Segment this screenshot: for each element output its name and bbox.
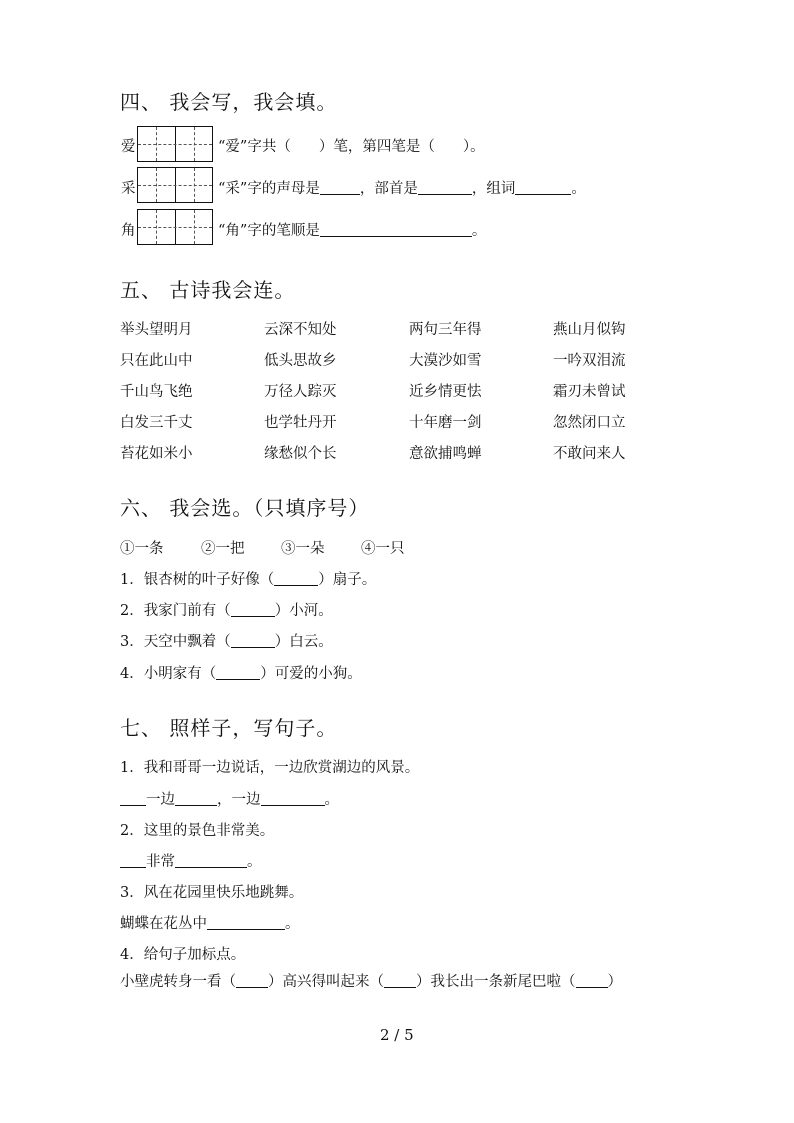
answer-4-seg-1: 小壁虎转身一看（	[120, 974, 236, 990]
choice-item-4-pre: 4．小明家有（	[120, 666, 217, 682]
sentence-a2	[120, 850, 262, 871]
answer-1-word-1: 一边	[146, 792, 175, 808]
poem-col-2-row-3[interactable]: 万径人踪灭	[264, 384, 337, 400]
poem-col-4-row-1[interactable]: 燕山月似钩	[553, 322, 626, 338]
poem-col-3-row-4[interactable]: 十年磨一剑	[409, 415, 482, 431]
choice-item-1	[120, 568, 376, 589]
punct-blank-1[interactable]	[236, 973, 268, 988]
row-cai-text-1: “采”字的声母是	[218, 181, 320, 197]
sentence-q3: 3．风在花园里快乐地跳舞。	[120, 885, 304, 901]
poem-col-1-row-1[interactable]: 举头望明月	[120, 322, 193, 338]
poem-col-2-row-4[interactable]: 也学牡丹开	[264, 415, 337, 431]
poem-col-1-row-2[interactable]: 只在此山中	[120, 353, 193, 369]
row-ai	[218, 135, 485, 156]
answer-4-seg-2: ）高兴得叫起来（	[268, 974, 384, 990]
sentence-a4	[120, 970, 622, 991]
writing-grid-3[interactable]	[137, 209, 213, 245]
poem-col-4-row-3[interactable]: 霜刃未曾试	[553, 384, 626, 400]
answer-blank-1b[interactable]	[175, 791, 217, 806]
poem-col-3-row-3[interactable]: 近乡情更怯	[409, 384, 482, 400]
row-cai	[218, 177, 586, 198]
poem-col-4-row-4[interactable]: 忽然闭口立	[553, 415, 626, 431]
answer-blank-1a[interactable]	[120, 791, 146, 806]
choice-item-1-pre: 1．银杏树的叶子好像（	[120, 572, 275, 588]
answer-1-word-2: ，一边	[217, 792, 261, 808]
grid-char-jiao: 角	[121, 223, 136, 239]
choice-item-3-pre: 3．天空中飘着（	[120, 634, 231, 650]
choice-item-2	[120, 599, 333, 620]
row-ai-text-2: ）笔，第四笔是（	[318, 139, 435, 155]
poem-col-3-row-2[interactable]: 大漠沙如雪	[409, 353, 482, 369]
poem-col-3-row-5[interactable]: 意欲捕鸣蝉	[409, 446, 482, 462]
answer-1-end: 。	[324, 792, 339, 808]
row-cai-text-4: 。	[571, 181, 586, 197]
poem-col-1-row-5[interactable]: 苔花如米小	[120, 446, 193, 462]
option-3: ③一朵	[281, 541, 325, 557]
row-cai-text-3: ，组词	[471, 181, 516, 197]
blank-bishun[interactable]	[320, 222, 472, 237]
grid-char-ai: 爱	[121, 139, 136, 155]
blank-shengmu[interactable]	[320, 180, 360, 195]
choice-blank-1[interactable]	[274, 571, 318, 586]
sentence-a3	[120, 912, 300, 933]
writing-grid-1[interactable]	[137, 126, 213, 162]
answer-blank-2b[interactable]	[175, 853, 247, 868]
row-ai-text-3: ）。	[462, 139, 485, 155]
row-cai-text-2: ，部首是	[359, 181, 418, 197]
choice-item-4	[120, 662, 362, 683]
poem-col-1-row-4[interactable]: 白发三千丈	[120, 415, 193, 431]
answer-4-seg-4: ）	[607, 974, 622, 990]
section-5-title: 五、 古诗我会连。	[120, 278, 296, 302]
choice-item-3-post: ）白云。	[274, 634, 333, 650]
poem-col-2-row-1[interactable]: 云深不知处	[264, 322, 337, 338]
answer-3-word-1: 蝴蝶在花丛中	[120, 916, 207, 932]
sentence-q1: 1．我和哥哥一边说话，一边欣赏湖边的风景。	[120, 760, 420, 776]
section-4-title: 四、 我会写，我会填。	[120, 90, 338, 114]
section-7-title: 七、 照样子，写句子。	[120, 716, 338, 740]
row-jiao-text-2: 。	[471, 223, 487, 239]
choice-item-2-post: ）小河。	[274, 603, 333, 619]
answer-blank-3a[interactable]	[207, 915, 285, 930]
grid-char-cai: 采	[121, 181, 136, 197]
poem-col-4-row-5[interactable]: 不敢问来人	[553, 446, 626, 462]
choice-blank-3[interactable]	[231, 633, 275, 648]
row-jiao-text-1: “角”字的笔顺是	[218, 223, 320, 239]
answer-3-end: 。	[285, 916, 300, 932]
poem-col-2-row-2[interactable]: 低头思故乡	[264, 353, 337, 369]
choice-item-3	[120, 630, 333, 651]
answer-blank-2a[interactable]	[120, 853, 146, 868]
row-ai-text-1: “爱”字共（	[218, 139, 291, 155]
option-2: ②一把	[201, 541, 245, 557]
choice-item-2-pre: 2．我家门前有（	[120, 603, 231, 619]
punct-blank-2[interactable]	[384, 973, 416, 988]
writing-grid-2[interactable]	[137, 167, 213, 203]
choice-item-1-post: ）扇子。	[318, 572, 377, 588]
punct-blank-3[interactable]	[576, 973, 608, 988]
poem-col-2-row-5[interactable]: 缘愁似个长	[264, 446, 337, 462]
answer-2-end: 。	[247, 854, 262, 870]
blank-bushou[interactable]	[418, 180, 472, 195]
choice-item-4-post: ）可爱的小狗。	[260, 666, 362, 682]
poem-col-3-row-1[interactable]: 两句三年得	[409, 322, 482, 338]
sentence-q4: 4．给句子加标点。	[120, 947, 246, 963]
sentence-q2: 2．这里的景色非常美。	[120, 823, 275, 839]
blank-zuci[interactable]	[515, 180, 571, 195]
row-jiao	[218, 219, 486, 240]
answer-4-seg-3: ）我长出一条新尾巴啦（	[416, 974, 576, 990]
section-6-title: 六、 我会选。（只填序号）	[120, 496, 370, 520]
poem-col-1-row-3[interactable]: 千山鸟飞绝	[120, 384, 193, 400]
option-4: ④一只	[361, 541, 405, 557]
sentence-a1	[120, 788, 339, 809]
answer-blank-1c[interactable]	[261, 791, 325, 806]
page-number: 2 / 5	[380, 1026, 414, 1044]
poem-col-4-row-2[interactable]: 一吟双泪流	[553, 353, 626, 369]
option-1: ①一条	[120, 541, 164, 557]
answer-2-word-1: 非常	[146, 854, 175, 870]
choice-blank-4[interactable]	[216, 665, 260, 680]
choice-blank-2[interactable]	[231, 602, 275, 617]
